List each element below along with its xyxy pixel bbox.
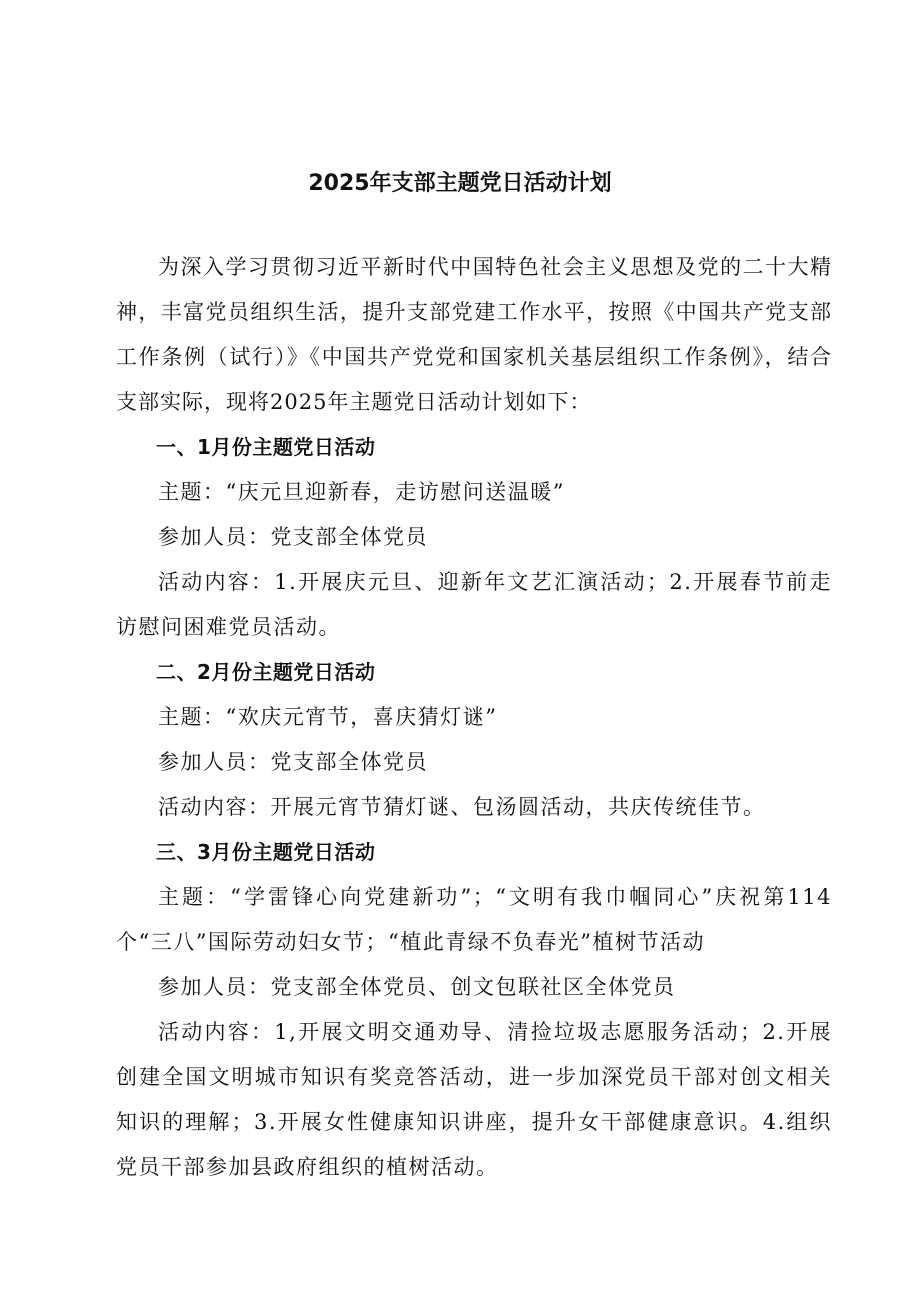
section-theme-january: 主题：“庆元旦迎新春，走访慰问送温暖” bbox=[158, 480, 565, 504]
section-participants-february: 参加人员：党支部全体党员 bbox=[158, 750, 428, 774]
section-theme-february: 主题：“欢庆元宵节，喜庆猜灯谜” bbox=[158, 705, 498, 729]
section-heading-march: 三、3月份主题党日活动 bbox=[156, 840, 376, 864]
section-content-february: 活动内容：开展元宵节猜灯谜、包汤圆活动，共庆传统佳节。 bbox=[158, 795, 766, 819]
document-body bbox=[116, 245, 832, 1190]
section-participants-january: 参加人员：党支部全体党员 bbox=[158, 525, 428, 549]
section-content-march: 活动内容：1,开展文明交通劝导、清捡垃圾志愿服务活动；2.开展创建全国文明城市知识有奖竞答活动，进一步加深党员干部对创文相关知识的理解；3.开展女性健康知识讲座，提升女干部健康意识。4.组织党员干部参加县政府组织的植树活动。 bbox=[116, 1020, 832, 1179]
section-participants-march: 参加人员：党支部全体党员、创文包联社区全体党员 bbox=[158, 975, 676, 999]
section-theme-march: 主题：“学雷锋心向党建新功”；“文明有我巾帼同心”庆祝第114个“三八”国际劳动妇女节；“植此青绿不负春光”植树节活动 bbox=[116, 885, 832, 954]
section-content-january: 活动内容：1.开展庆元旦、迎新年文艺汇演活动；2.开展春节前走访慰问困难党员活动。 bbox=[116, 570, 832, 639]
intro-paragraph: 为深入学习贯彻习近平新时代中国特色社会主义思想及党的二十大精神，丰富党员组织生活，提升支部党建工作水平，按照《中国共产党支部工作条例（试行）》《中国共产党党和国家机关基层组织工作条例》，结合支部实际，现将2025年主题党日活动计划如下： bbox=[116, 255, 832, 414]
section-heading-february: 二、2月份主题党日活动 bbox=[156, 660, 376, 684]
section-heading-january: 一、1月份主题党日活动 bbox=[156, 435, 376, 459]
document-title: 2025年支部主题党日活动计划 bbox=[308, 171, 612, 196]
